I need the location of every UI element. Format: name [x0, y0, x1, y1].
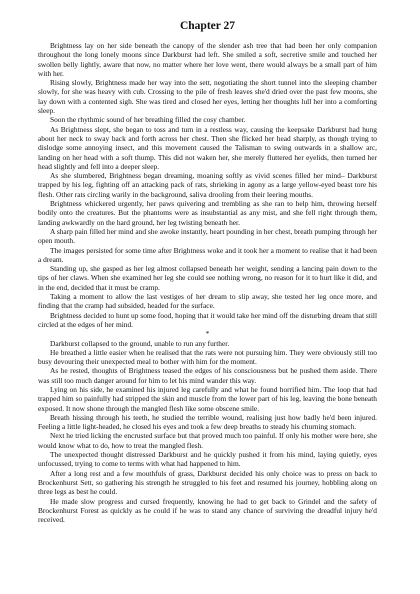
paragraph: As he rested, thoughts of Brightness teased the edges of his consciousness but he pushed them aside. There was still too much danger around for him to let his mind wander this way.	[38, 366, 377, 385]
paragraph: He made slow progress and cursed frequently, knowing he had to get back to Grindel and the safety of Brockenhurst Forest as quickly as he could if he was to stand any chance of surviving the dreadful injury he'd received.	[38, 496, 377, 525]
paragraph: A sharp pain filled her mind and she awoke instantly, heart pounding in her chest, breath pumping through her open mouth.	[38, 226, 377, 246]
paragraph: Soon the rhythmic sound of her breathing filled the cosy chamber.	[50, 115, 246, 125]
paragraph: Next he tried licking the encrusted surface but that proved much too painful. If only his mother were here, she would know what to do, how to treat the mangled flesh.	[38, 431, 377, 450]
paragraph: Standing up, she gasped as her leg almost collapsed beneath her weight, sending a lancing pain down to the tips of her claws. When she examined her leg she could see nothing wrong, no reason for it to hurt like it did, and in the end, decided that it must be cramp.	[38, 264, 377, 292]
paragraph: Taking a moment to allow the last vestiges of her dream to slip away, she tested her leg once more, and finding that the cramp had subsided, headed for the surface.	[38, 292, 377, 311]
paragraph: Brightness lay on her side beneath the canopy of the slender ash tree that had been her only companion throughout the long lonely moons since Darkburst had left. She smiled a soft, secretive smile and touched her swollen belly lightly, aware that now, no matter where her love went, there would always be a small part of him with her.	[38, 41, 377, 78]
scene-break-asterisk: *	[205, 329, 210, 339]
paragraph: Lying on his side, he examined his injured leg carefully and what he found horrified him. The loop that had trapped him so painfully had stripped the skin and muscle from the lower part of his leg, leaving the bone beneath exposed. It now shone through the mangled flesh like some obscene smile.	[38, 384, 377, 413]
paragraph: Breath hissing through his teeth, he studied the terrible wound, realising just how badly he'd been injured. Feeling a little light-headed, he closed his eyes and took a few deep breaths to steady his churning stomach.	[38, 412, 377, 432]
paragraph: Darkburst collapsed to the ground, unable to run any further.	[50, 338, 230, 348]
paragraph: As Brightness slept, she began to toss and turn in a restless way, causing the keepsake Darkburst had hung about her neck to sway back and forth across her chest. Then she flicked her head sharply, as though trying to dislodge some annoying insect, and this movement caused the Talisman to swing outwards in a shallow arc, landing on her head with a soft thump. This did not waken her, she merely fluttered her eyelids, then turned her head slightly and fell into a deeper sleep.	[38, 124, 377, 171]
chapter-title: Chapter 27	[179, 20, 236, 32]
paragraph: After a long rest and a few mouthfuls of grass, Darkburst decided his only choice was to press on back to Brockenhurst Sett, so gathering his strength he struggled to his feet and resumed his journey, hobbling along on three legs as best he could.	[38, 468, 377, 497]
paragraph: As she slumbered, Brightness began dreaming, moaning softly as vivid scenes filled her mind– Darkburst trapped by his leg, fighting off an attacking pack of rats, shrieking in agony as a large yellow-eyed beast tore his flesh. Other rats circling warily in the background, saliva drooling from their leering mouths.	[38, 171, 377, 199]
paragraph: He breathed a little easier when he realised that the rats were not pursuing him. They were obviously still too busy devouring their unexpected meal to bother with him for the moment.	[38, 347, 377, 367]
chapter-body	[38, 41, 377, 524]
paragraph: The unexpected thought distressed Darkburst and he quickly pushed it from his mind, laying quietly, eyes unfocussed, trying to come to terms with what had happened to him.	[38, 450, 377, 469]
paragraph: Rising slowly, Brightness made her way into the sett, negotiating the short tunnel into the sleeping chamber slowly, for she was heavy with cub. Crossing to the pile of fresh leaves she'd dried over the past few moons, she lay down with a contented sigh. She was tired and closed her eyes, letting her thoughts lull her into a comforting sleep.	[38, 78, 377, 116]
paragraph: The images persisted for some time after Brightness woke and it took her a moment to realise that it had been a dream.	[38, 245, 377, 264]
paragraph: Brightness whickered urgently, her paws quivering and trembling as she ran to help him, throwing herself bodily onto the creatures. But the phantoms were as insubstantial as any mist, and she fell right through them, landing awkwardly on the hard ground, her leg twisting beneath her.	[38, 199, 377, 227]
paragraph: Brightness decided to hunt up some food, hoping that it would take her mind off the disturbing dream that still circled at the edges of her mind.	[38, 310, 377, 329]
